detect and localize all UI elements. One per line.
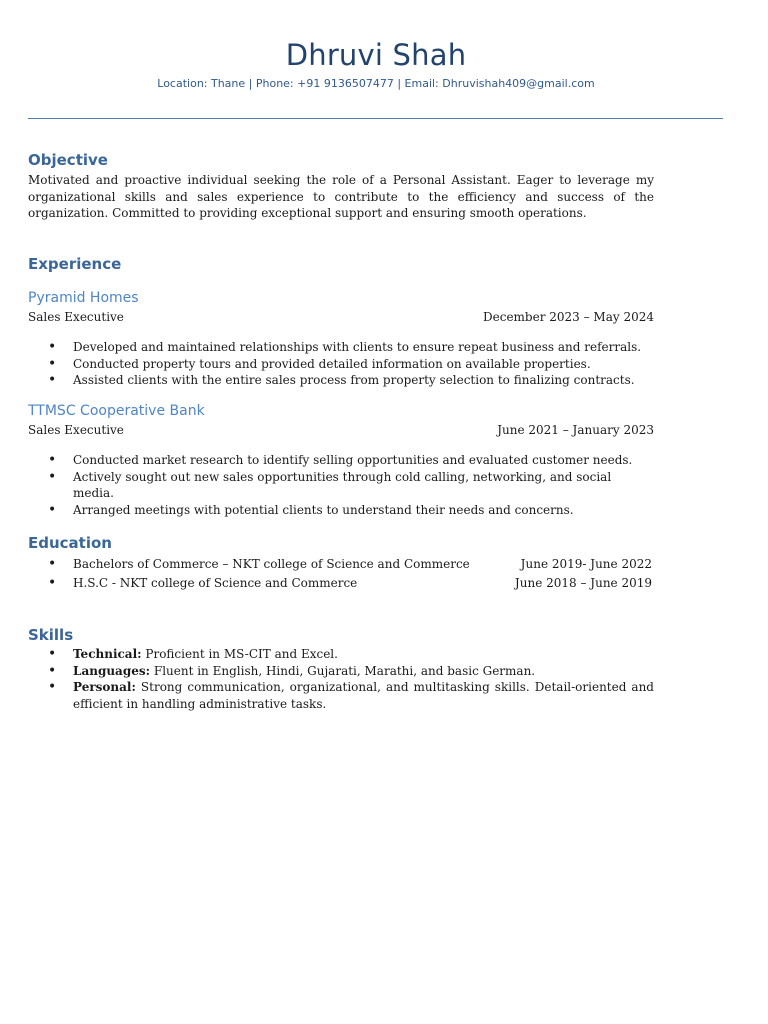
education-list bbox=[28, 555, 654, 593]
list-item bbox=[28, 574, 654, 593]
job-company: Pyramid Homes bbox=[28, 290, 139, 306]
job-role: Sales Executive bbox=[28, 423, 124, 437]
job-bullets bbox=[28, 339, 654, 389]
job-dates: June 2021 – January 2023 bbox=[497, 423, 654, 437]
skill-label: Technical: bbox=[73, 647, 142, 661]
list-item bbox=[28, 663, 654, 680]
skill-label: Languages: bbox=[73, 663, 151, 678]
list-item bbox=[28, 646, 654, 663]
education-degree: H.S.C - NKT college of Science and Commerce bbox=[73, 576, 358, 590]
list-item: • Conducted market research to identify selling opportunities and evaluated customer needs. bbox=[28, 452, 654, 469]
job-role-row bbox=[28, 422, 654, 438]
list-item bbox=[28, 679, 654, 712]
job-role: Sales Executive bbox=[28, 310, 124, 324]
list-item: • Developed and maintained relationships with clients to ensure repeat business and referrals. bbox=[28, 339, 654, 356]
education-degree: Bachelors of Commerce – NKT college of Science and Commerce bbox=[73, 557, 470, 571]
header-divider bbox=[28, 118, 723, 119]
experience-heading: Experience bbox=[28, 255, 122, 273]
job-role-row bbox=[28, 309, 654, 325]
list-item bbox=[28, 555, 654, 574]
list-item: • Assisted clients with the entire sales process from property selection to finalizing contracts. bbox=[28, 372, 654, 389]
skill-text: Fluent in English, Hindi, Gujarati, Marathi, and basic German. bbox=[150, 663, 536, 678]
skill-text: Strong communication, organizational, and multitasking skills. Detail-oriented and efficient in handling administrative tasks. bbox=[73, 680, 654, 711]
objective-heading: Objective bbox=[28, 151, 108, 169]
skills-list bbox=[28, 646, 654, 712]
job-company: TTMSC Cooperative Bank bbox=[28, 403, 205, 419]
education-dates: June 2019- June 2022 bbox=[520, 557, 652, 571]
list-item: • Actively sought out new sales opportunities through cold calling, networking, and social media. bbox=[28, 469, 654, 502]
skill-label: Personal: bbox=[73, 680, 136, 694]
skill-text: Proficient in MS-CIT and Excel. bbox=[141, 647, 338, 661]
job-bullets bbox=[28, 452, 654, 518]
candidate-name: Dhruvi Shah bbox=[285, 38, 467, 72]
objective-text: Motivated and proactive individual seeking the role of a Personal Assistant. Eager to leverage my organizational skills and sales experience to contribute to the efficiency and success of the organization. Committed to providing exceptional support and ensuring smooth operations. bbox=[28, 173, 654, 220]
education-dates: June 2018 – June 2019 bbox=[514, 576, 652, 590]
job-dates: December 2023 – May 2024 bbox=[483, 310, 654, 324]
skills-heading: Skills bbox=[28, 626, 74, 644]
education-heading: Education bbox=[28, 534, 112, 552]
list-item: • Arranged meetings with potential clients to understand their needs and concerns. bbox=[28, 502, 654, 519]
list-item: • Conducted property tours and provided detailed information on available properties. bbox=[28, 356, 654, 373]
contact-line: Location: Thane | Phone: +91 9136507477 | Email: Dhruvishah409@gmail.com bbox=[157, 77, 595, 90]
